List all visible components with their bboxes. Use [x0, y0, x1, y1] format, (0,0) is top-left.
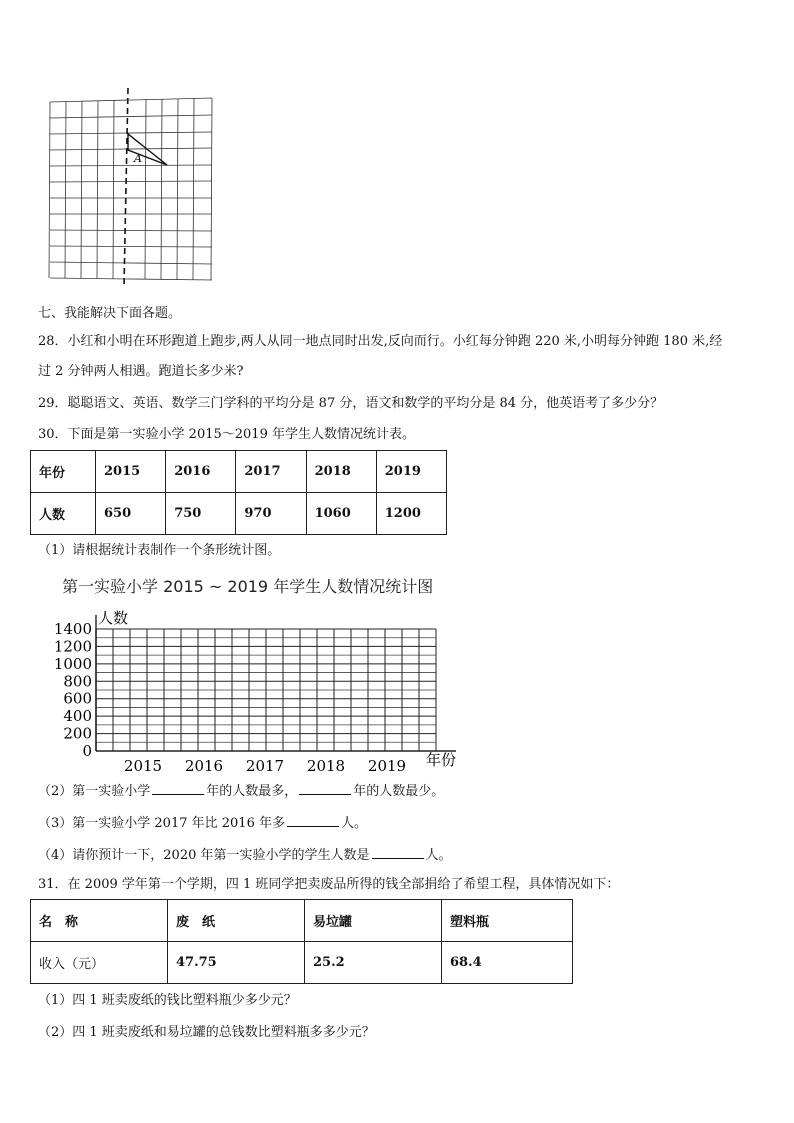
y-tick-label: 600: [63, 689, 92, 708]
q30-year-cell: 2015: [96, 451, 166, 493]
q30-sub3: [38, 813, 367, 833]
q30-year-cell: 2018: [306, 451, 376, 493]
q30-sub2-b: 年的人数最多，: [206, 784, 298, 799]
q31-table: [30, 899, 573, 984]
answer-blank[interactable]: [152, 781, 204, 795]
q30-sub2: [38, 781, 444, 801]
y-tick-label: 1200: [53, 637, 92, 656]
q31-value-cell: 68.4: [442, 942, 573, 984]
q30-year-cell: 2019: [376, 451, 446, 493]
q31-sub2: （2）四 1 班卖废纸和易垃罐的总钱数比塑料瓶多多少元？: [38, 1025, 375, 1040]
chart-grid: [96, 615, 456, 751]
answer-blank[interactable]: [287, 813, 339, 827]
y-tick-label: 200: [63, 724, 92, 743]
q28-line2: 过 2 分钟两人相遇。跑道长多少米?: [38, 364, 244, 379]
q30-sub2-c: 年的人数最少。: [353, 784, 445, 799]
y-tick-label: 0: [82, 742, 92, 760]
q30-count-cell: 1060: [306, 493, 376, 535]
q31-value-cell: 47.75: [168, 942, 305, 984]
q31-intro: 31．在 2009 学年第一个学期，四 1 班同学把卖废品所得的钱全部捐给了希望工程，具体情况如下：: [38, 877, 620, 892]
q30-sub4: [38, 845, 452, 865]
grid-figure: [44, 88, 219, 288]
x-tick-label: 2015: [123, 757, 163, 775]
x-tick-label: 2019: [367, 757, 407, 775]
q30-sub4-b: 人。: [425, 848, 452, 863]
answer-blank[interactable]: [372, 845, 424, 859]
q29-text: 29．聪聪语文、英语、数学三门学科的平均分是 87 分，语文和数学的平均分是 84 分，他英语考了多少分？: [38, 396, 664, 411]
q30-sub1: （1）请根据统计表制作一个条形统计图。: [38, 543, 281, 558]
chart-x-ticks: [124, 757, 406, 775]
q30-year-cell: 2017: [236, 451, 306, 493]
chart-ylabel: 人数: [98, 609, 129, 627]
y-tick-label: 400: [63, 707, 92, 726]
q31-sub1: （1）四 1 班卖废纸的钱比塑料瓶少多少元？: [38, 993, 297, 1008]
q30-count-cell: 650: [96, 493, 166, 535]
grid-lines: [49, 98, 212, 280]
q31-row-label: 收入（元）: [31, 942, 168, 984]
q30-count-cell: 970: [236, 493, 306, 535]
chart-y-ticks: [54, 620, 92, 760]
x-tick-label: 2016: [184, 757, 224, 775]
q30-sub3-a: （3）第一实验小学 2017 年比 2016 年多: [38, 816, 285, 831]
q31-value-cell: 25.2: [305, 942, 442, 984]
x-tick-label: 2018: [306, 757, 346, 775]
q28-line1: 28．小红和小明在环形跑道上跑步,两人从同一地点同时出发,反向而行。小红每分钟跑 220 米,小明每分钟跑 180 米,经: [38, 334, 723, 349]
symmetry-axis: [124, 88, 128, 286]
q30-sub3-b: 人。: [340, 816, 367, 831]
q30-intro: 30．下面是第一实验小学 2015～2019 年学生人数情况统计表。: [38, 427, 415, 442]
q30-header-year: 年份: [31, 451, 96, 493]
x-tick-label: 2017: [245, 757, 285, 775]
q30-year-cell: 2016: [166, 451, 236, 493]
y-tick-label: 800: [63, 672, 92, 691]
chart-title: 第一实验小学 2015 ~ 2019 年学生人数情况统计图: [62, 577, 434, 596]
y-tick-label: 1000: [53, 654, 92, 673]
q30-sub4-a: （4）请你预计一下，2020 年第一实验小学的学生人数是: [38, 848, 370, 863]
q31-header-cell: 易垃罐: [305, 900, 442, 942]
q30-count-cell: 1200: [376, 493, 446, 535]
section-heading: 七、我能解决下面各题。: [38, 306, 182, 321]
q30-header-count: 人数: [31, 493, 96, 535]
q30-table: [30, 450, 447, 535]
point-label-a: A: [134, 152, 142, 165]
q31-header-cell: 废 纸: [168, 900, 305, 942]
answer-blank[interactable]: [299, 781, 351, 795]
q30-sub2-a: （2）第一实验小学: [38, 784, 151, 799]
y-tick-label: 1400: [53, 620, 92, 638]
q31-header-cell: 塑料瓶: [442, 900, 573, 942]
chart-xlabel: 年份: [426, 751, 457, 769]
bar-chart: [30, 605, 470, 775]
q31-header-cell: 名 称: [31, 900, 168, 942]
q30-count-cell: 750: [166, 493, 236, 535]
